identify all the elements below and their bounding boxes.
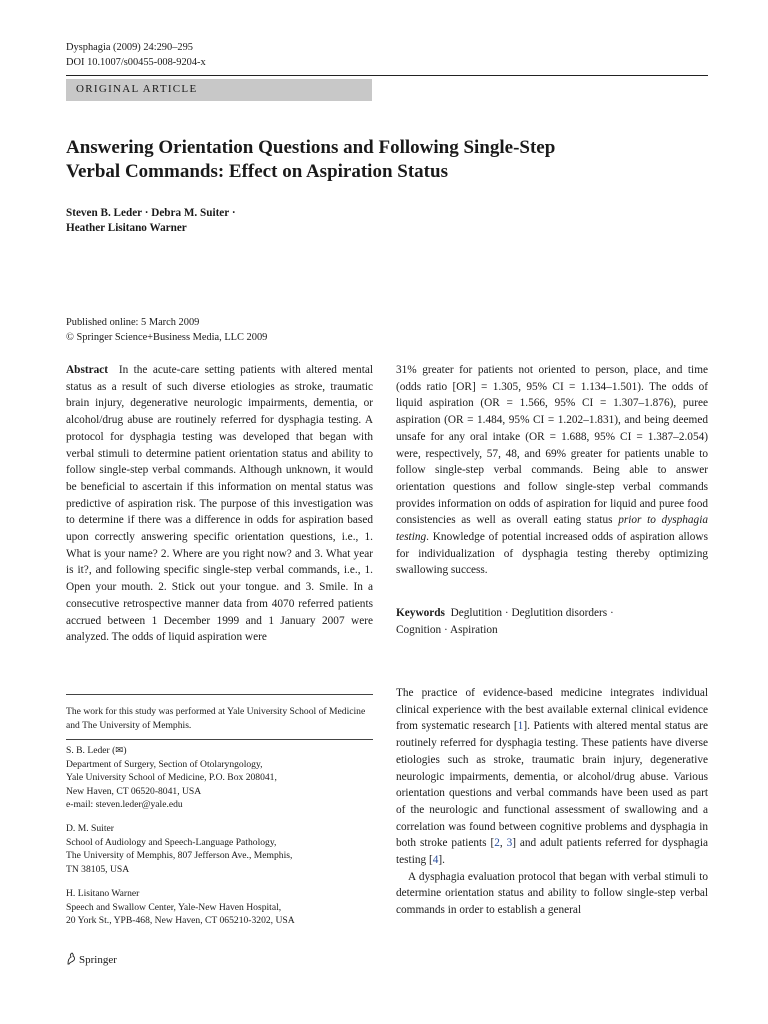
author-email[interactable]: e-mail: steven.leder@yale.edu (66, 799, 183, 811)
affiliation-line: New Haven, CT 06520-8041, USA (66, 785, 202, 797)
doi: DOI 10.1007/s00455-008-9204-x (66, 57, 206, 68)
body-text-run: ]. Patients with altered mental status are routinely referred for dysphagia testing. These patients have diverse etiologies such as stroke, traumatic brain injury, degenerative neurologic impairments, dementia, or alcohol/drug abuse. Various orientation questions and verbal commands have been used as part of the neurologic and functional assessment of swallowing and a correlation was found between cognitive problems and dysphagia in both stroke patients [ (396, 720, 708, 850)
reference-link-3[interactable]: 3 (506, 837, 513, 850)
affiliation-line: 20 York St., YPB-468, New Haven, CT 065210-3202, USA (66, 915, 295, 927)
abstract-right (396, 362, 708, 579)
keywords-line-2: Cognition · Aspiration (396, 623, 498, 636)
abstract-left (66, 362, 373, 646)
affiliation-warner (66, 887, 373, 928)
affiliation-line: School of Audiology and Speech-Language Pathology, (66, 836, 277, 848)
affiliation-line: Yale University School of Medicine, P.O. Box 208041, (66, 772, 277, 784)
title-line-2: Verbal Commands: Effect on Aspiration Status (66, 161, 448, 182)
footnote-rule (66, 694, 373, 695)
author-name-suiter: D. M. Suiter (66, 823, 114, 834)
header-rule (66, 75, 708, 76)
abstract-text-right-1: 31% greater for patients not oriented to person, place, and time (odds ratio [OR] = 1.305, 95% CI = 1.134–1.501). The odds of liquid aspiration (OR = 1.566, 95% CI = 1.307–1.876), puree aspiration (OR = 1.484, 95% CI = 1.202–1.831), and being deemed unsafe for any oral intake (OR = 1.688, 95% CI = 1.387–2.054) were, respectively, 57, 48, and 69% greater for patients unable to follow single-step verbal commands. Being able to answer orientation questions and follow single-step verbal commands provides information on odds of aspiration for liquid and puree food consistencies as well as overall eating status (396, 364, 708, 527)
reference-link-1[interactable]: 1 (517, 720, 524, 733)
copyright: © Springer Science+Business Media, LLC 2009 (66, 332, 268, 343)
journal-volume: Dysphagia (2009) 24:290–295 (66, 42, 193, 53)
body-paragraph-2: A dysphagia evaluation protocol that began with verbal stimuli to determine orientation status and ability to follow single-step verbal commands in order to establish a general (396, 870, 708, 917)
keywords-label: Keywords (396, 607, 445, 619)
abstract-label: Abstract (66, 364, 109, 376)
article-type-banner (66, 79, 372, 101)
funding-note: The work for this study was performed at Yale University School of Medicine and The University of Memphis. (66, 706, 366, 731)
abstract-emphasis: prior to dysphagia testing (396, 514, 708, 544)
publisher-footer (66, 952, 117, 966)
body-text-run: ]. (438, 854, 445, 867)
article-type-label: ORIGINAL ARTICLE (76, 83, 198, 95)
title-line-1: Answering Orientation Questions and Following Single-Step (66, 137, 556, 158)
authors-line-2: Heather Lisitano Warner (66, 222, 187, 234)
journal-citation (66, 40, 206, 70)
abstract-text-right-2: . Knowledge of potential increased odds of aspiration allows for individualization of dysphagia testing thereby optimizing swallowing success. (396, 531, 708, 577)
article-title (66, 136, 686, 184)
affiliation-leder (66, 744, 373, 812)
reference-link-4[interactable]: 4 (432, 854, 439, 867)
affiliation-line: Department of Surgery, Section of Otolaryngology, (66, 758, 263, 770)
reference-link-2[interactable]: 2 (494, 837, 500, 850)
author-name-warner: H. Lisitano Warner (66, 888, 140, 899)
affiliation-line: Speech and Swallow Center, Yale-New Haven Hospital, (66, 901, 282, 913)
keywords (396, 605, 708, 638)
author-name-leder: S. B. Leder (✉) (66, 745, 127, 756)
springer-horse-icon (66, 952, 76, 965)
affiliation-line: The University of Memphis, 807 Jefferson Ave., Memphis, (66, 850, 293, 862)
body-paragraph-1 (396, 685, 708, 869)
body-text-run: , (499, 837, 507, 850)
keywords-line-1: Deglutition · Deglutition disorders · (450, 607, 614, 619)
authors-line-1: Steven B. Leder · Debra M. Suiter · (66, 207, 236, 219)
affiliation-line: TN 38105, USA (66, 863, 130, 875)
author-list (66, 206, 236, 236)
body-text-run: The practice of evidence-based medicine integrates individual clinical experience with the best available external clinical evidence from systematic research [ (396, 687, 708, 733)
affiliation-suiter (66, 822, 373, 876)
publication-info (66, 315, 267, 345)
published-online: Published online: 5 March 2009 (66, 317, 200, 328)
body-text (396, 685, 708, 919)
publisher-name: Springer (79, 954, 117, 966)
abstract-text-left: In the acute-care setting patients with altered mental status as a result of such diverse etiologies as stroke, traumatic brain injury, degenerative neurologic impairments, dementia, or alcohol/drug abuse are routinely referred for dysphagia testing. A protocol for dysphagia testing was developed that began with verbal stimuli to determine patient orientation status and ability to follow single-step verbal commands. Although unknown, it would be beneficial to ascertain if this information on mental status was predictive of aspiration risk. The purpose of this investigation was to determine if there was a difference in odds for aspiration based upon correctly answering specific orientation questions, i.e., 1. What is your name? 2. Where are you right now? and 3. What year is it?, and following specific single-step verbal commands, i.e., 1. Open your mouth. 2. Stick out your tongue. and 3. Smile. In a consecutive retrospective manner data from 4070 referred patients accrued between 1 December 1999 and 1 January 2007 were analyzed. The odds of liquid aspiration were (66, 364, 373, 644)
footnote-separator (66, 739, 373, 740)
body-text-run: ] and adult patients referred for dysphagia testing [ (396, 837, 708, 867)
